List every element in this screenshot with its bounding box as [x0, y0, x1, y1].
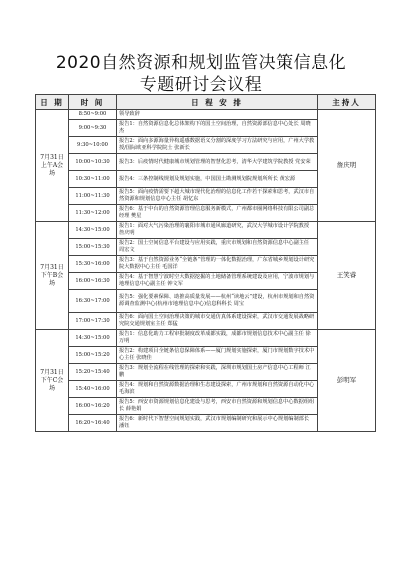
- row-time: 16:20~16:40: [69, 415, 117, 432]
- row-time: 15:00~15:30: [69, 239, 117, 256]
- row-agenda: 领导致辞: [117, 110, 318, 120]
- session-host: 詹庆明: [318, 110, 376, 222]
- table-row: [36, 110, 376, 120]
- row-time: 14:30~15:00: [69, 222, 117, 239]
- row-time: 14:30~15:00: [69, 330, 117, 347]
- row-time: 9:30~10:00: [69, 137, 117, 154]
- row-agenda: 报告6：面向国土空间治理决策的城市交通仿真体系建设探索，武汉市交通发展战略研究院交通规划室主任 郑猛: [117, 313, 318, 330]
- row-agenda: 报告5：强化要素保障、助推高质量发展——杭州“读地云”建设，杭州市规划和自然资源调查监测中心(杭州市地理信息中心)信息科科长 周宝: [117, 290, 318, 313]
- row-agenda: 报告3：后疫情时代健康城市规划管理的智慧化思考，清华大学建筑学院教授 党安荣: [117, 154, 318, 171]
- session-host: 王笑睿: [318, 222, 376, 330]
- row-agenda: 报告2：构建项目全链条信息保障体系——厦门规划实施探索，厦门市规划数字技术中心主任 张晓佳: [117, 347, 318, 364]
- row-time: 15:40~16:00: [69, 381, 117, 398]
- row-agenda: 报告6：新时代下智慧空间规划实践，武汉市规划编制研究和展示中心规划编制部长 潘钰: [117, 415, 318, 432]
- row-agenda: 报告5：西安市资源规划信息化建设与思考，西安市自然资源和规划信息中心数据组组长 薛艳娟: [117, 398, 318, 415]
- row-agenda: 报告1：面对大气污染治理的襄阳市城市通风廊道研究，武汉大学城市设计学院教授 詹庆明: [117, 222, 318, 239]
- session-date: 7月31日下午C会场: [36, 330, 69, 432]
- row-time: 15:00~15:20: [69, 347, 117, 364]
- row-agenda: 报告3：规划全流程在线管理的探索和实践，深圳市规划国土房产信息中心工程师 江鹏: [117, 364, 318, 381]
- row-agenda: 报告3：基于自然资源业务“全链条”管理的一体化数据治理，广东省城乡规划设计研究院大数据中心主任 毛国洋: [117, 256, 318, 273]
- row-time: 16:30~17:00: [69, 290, 117, 313]
- header-agenda: 日 程 安 排: [117, 95, 318, 110]
- table-row: [36, 222, 376, 239]
- table-header-row: [36, 95, 376, 110]
- row-time: 9:00~9:30: [69, 120, 117, 137]
- document-title-line1: 2020自然资源和规划监管决策信息化: [55, 53, 347, 73]
- row-agenda: 报告4：规划和自然资源数据治理和生态建设探索，广州市规划和自然资源自动化中心 毛海滨: [117, 381, 318, 398]
- row-agenda: 报告2：国土空间信息平台建设与应用实践，重庆市规划和自然资源信息中心副主任 周宏文: [117, 239, 318, 256]
- session-date: 7月31日上午A会场: [36, 110, 69, 222]
- row-agenda: 报告6：基于中台的自然资源管理信息服务新模式，广州都市圈网络科技有限公司副总经理 樊星: [117, 205, 318, 222]
- row-time: 10:30~11:00: [69, 171, 117, 188]
- table-row: [36, 330, 376, 347]
- row-agenda: 报告2：面向多源海量异构遥感数据语义分割的深度学习方法研究与应用，广州大学教授/国际欧亚科学院院士 张新长: [117, 137, 318, 154]
- row-time: 11:00~11:30: [69, 188, 117, 205]
- row-time: 17:00~17:30: [69, 313, 117, 330]
- row-agenda: 报告4：基于智慧宁波时空大数据挖掘的土地储备管理系统建设及应用，宁波市规划与地理信息中心副主任 钟文军: [117, 273, 318, 290]
- row-time: 16:00~16:20: [69, 398, 117, 415]
- header-time: 时 间: [69, 95, 117, 110]
- session-date: 7月31日下午B会场: [36, 222, 69, 330]
- row-time: 15:20~15:40: [69, 364, 117, 381]
- header-host: 主持人: [318, 95, 376, 110]
- document-title-line2: 专题研讨会议程: [139, 75, 263, 95]
- row-agenda: 报告5：面向疫情需要下超大城市现代化治理的信息化工作若干探索和思考，武汉市自然资源和规划信息中心主任 胡忆东: [117, 188, 318, 205]
- session-host: 彭明军: [318, 330, 376, 432]
- row-agenda: 报告1：信息化助力工程审批制度改革成都实践，成都市规划信息技术中心副主任 徐万明: [117, 330, 318, 347]
- row-time: 11:30~12:00: [69, 205, 117, 222]
- header-date: 日 期: [36, 95, 69, 110]
- row-time: 16:00~16:30: [69, 273, 117, 290]
- row-time: 8:50~9:00: [69, 110, 117, 120]
- agenda-table: [35, 94, 376, 432]
- row-agenda: 报告4：三条控制线规划及规划实施，中国国土勘测规划院规划所所长 黄宏源: [117, 171, 318, 188]
- row-time: 15:30~16:00: [69, 256, 117, 273]
- row-time: 10:00~10:30: [69, 154, 117, 171]
- row-agenda: 报告1：自然资源信息化总体架构下的国土空间治理，自然资源部信息中心处长 周晓杰: [117, 120, 318, 137]
